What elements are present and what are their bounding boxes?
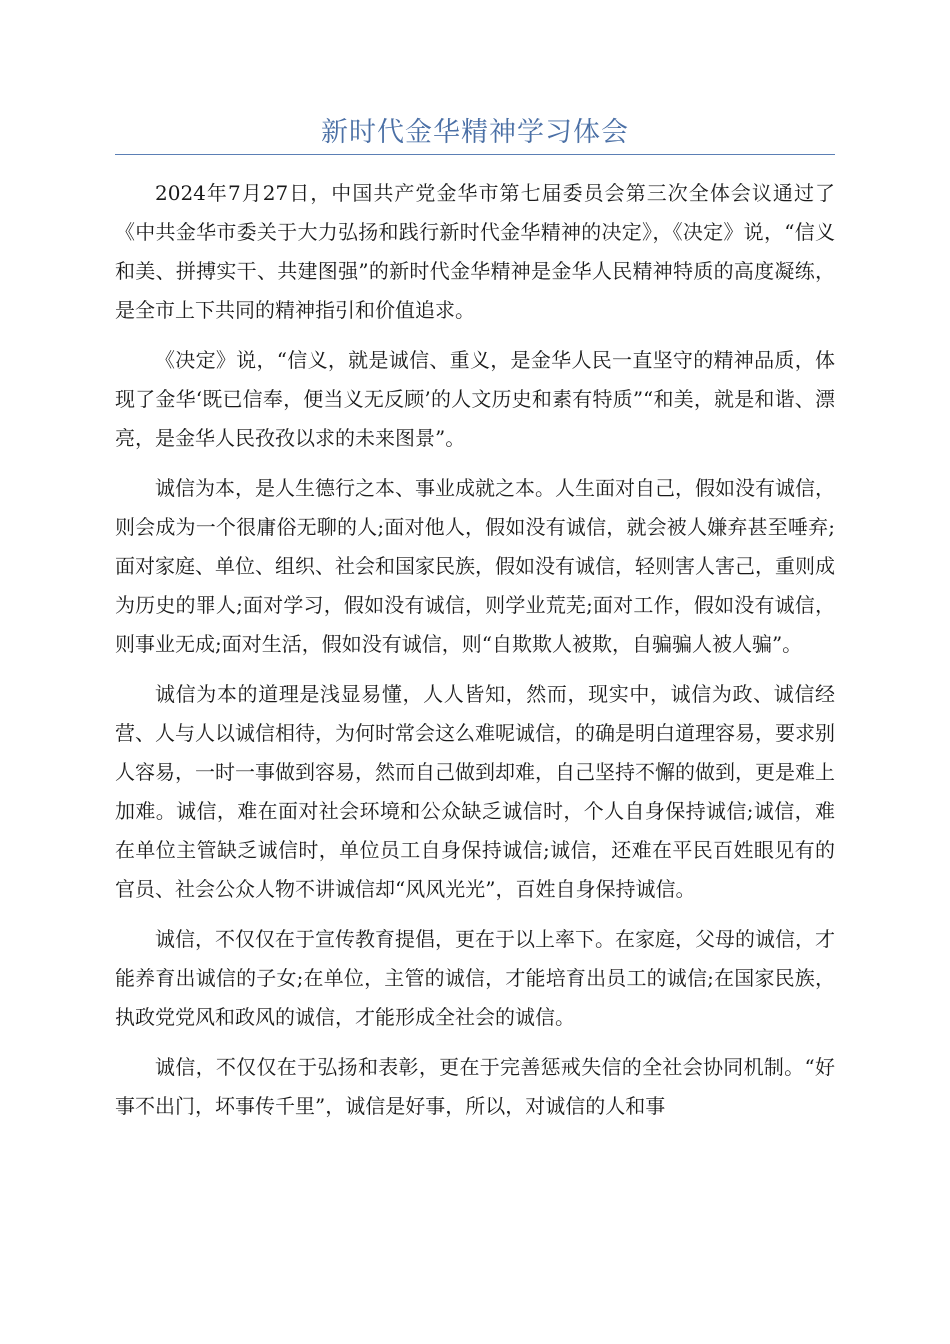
paragraph-2: 《决定》说，“信义，就是诚信、重义，是金华人民一直坚守的精神品质，体现了金华‘既已信奉，便当义无反顾’的人文历史和素有特质”“和美，就是和谐、漂亮，是金华人民孜孜以求的未来图景”。 [115, 348, 835, 450]
document-body [115, 174, 835, 1137]
paragraph-6: 诚信，不仅仅在于弘扬和表彰，更在于完善惩戒失信的全社会协同机制。“好事不出门，坏事传千里”，诚信是好事，所以，对诚信的人和事 [115, 1055, 835, 1118]
paragraph-1: 2024年7月27日，中国共产党金华市第七届委员会第三次全体会议通过了《中共金华市委关于大力弘扬和践行新时代金华精神的决定》，《决定》说，“信义和美、拼搏实干、共建图强”的新时代金华精神是金华人民精神特质的高度凝练，是全市上下共同的精神指引和价值追求。 [115, 181, 835, 322]
paragraph-4: 诚信为本的道理是浅显易懂，人人皆知，然而，现实中，诚信为政、诚信经营、人与人以诚信相待，为何时常会这么难呢诚信，的确是明白道理容易，要求别人容易，一时一事做到容易，然而自己做到却难，自己坚持不懈的做到，更是难上加难。诚信，难在面对社会环境和公众缺乏诚信时，个人自身保持诚信;诚信，难在单位主管缺乏诚信时，单位员工自身保持诚信;诚信，还难在平民百姓眼见有的官员、社会公众人物不讲诚信却“风风光光”，百姓自身保持诚信。 [115, 682, 835, 901]
document-title: 新时代金华精神学习体会 [321, 117, 629, 148]
paragraph-5: 诚信，不仅仅在于宣传教育提倡，更在于以上率下。在家庭，父母的诚信，才能养育出诚信的子女;在单位，主管的诚信，才能培育出员工的诚信;在国家民族，执政党党风和政风的诚信，才能形成全社会的诚信。 [115, 927, 835, 1029]
paragraph-3: 诚信为本，是人生德行之本、事业成就之本。人生面对自己，假如没有诚信，则会成为一个很庸俗无聊的人;面对他人，假如没有诚信，就会被人嫌弃甚至唾弃;面对家庭、单位、组织、社会和国家民族，假如没有诚信，轻则害人害己，重则成为历史的罪人;面对学习，假如没有诚信，则学业荒芜;面对工作，假如没有诚信，则事业无成;面对生活，假如没有诚信，则“自欺欺人被欺，自骗骗人被人骗”。 [115, 476, 835, 656]
title-underline [115, 154, 835, 155]
